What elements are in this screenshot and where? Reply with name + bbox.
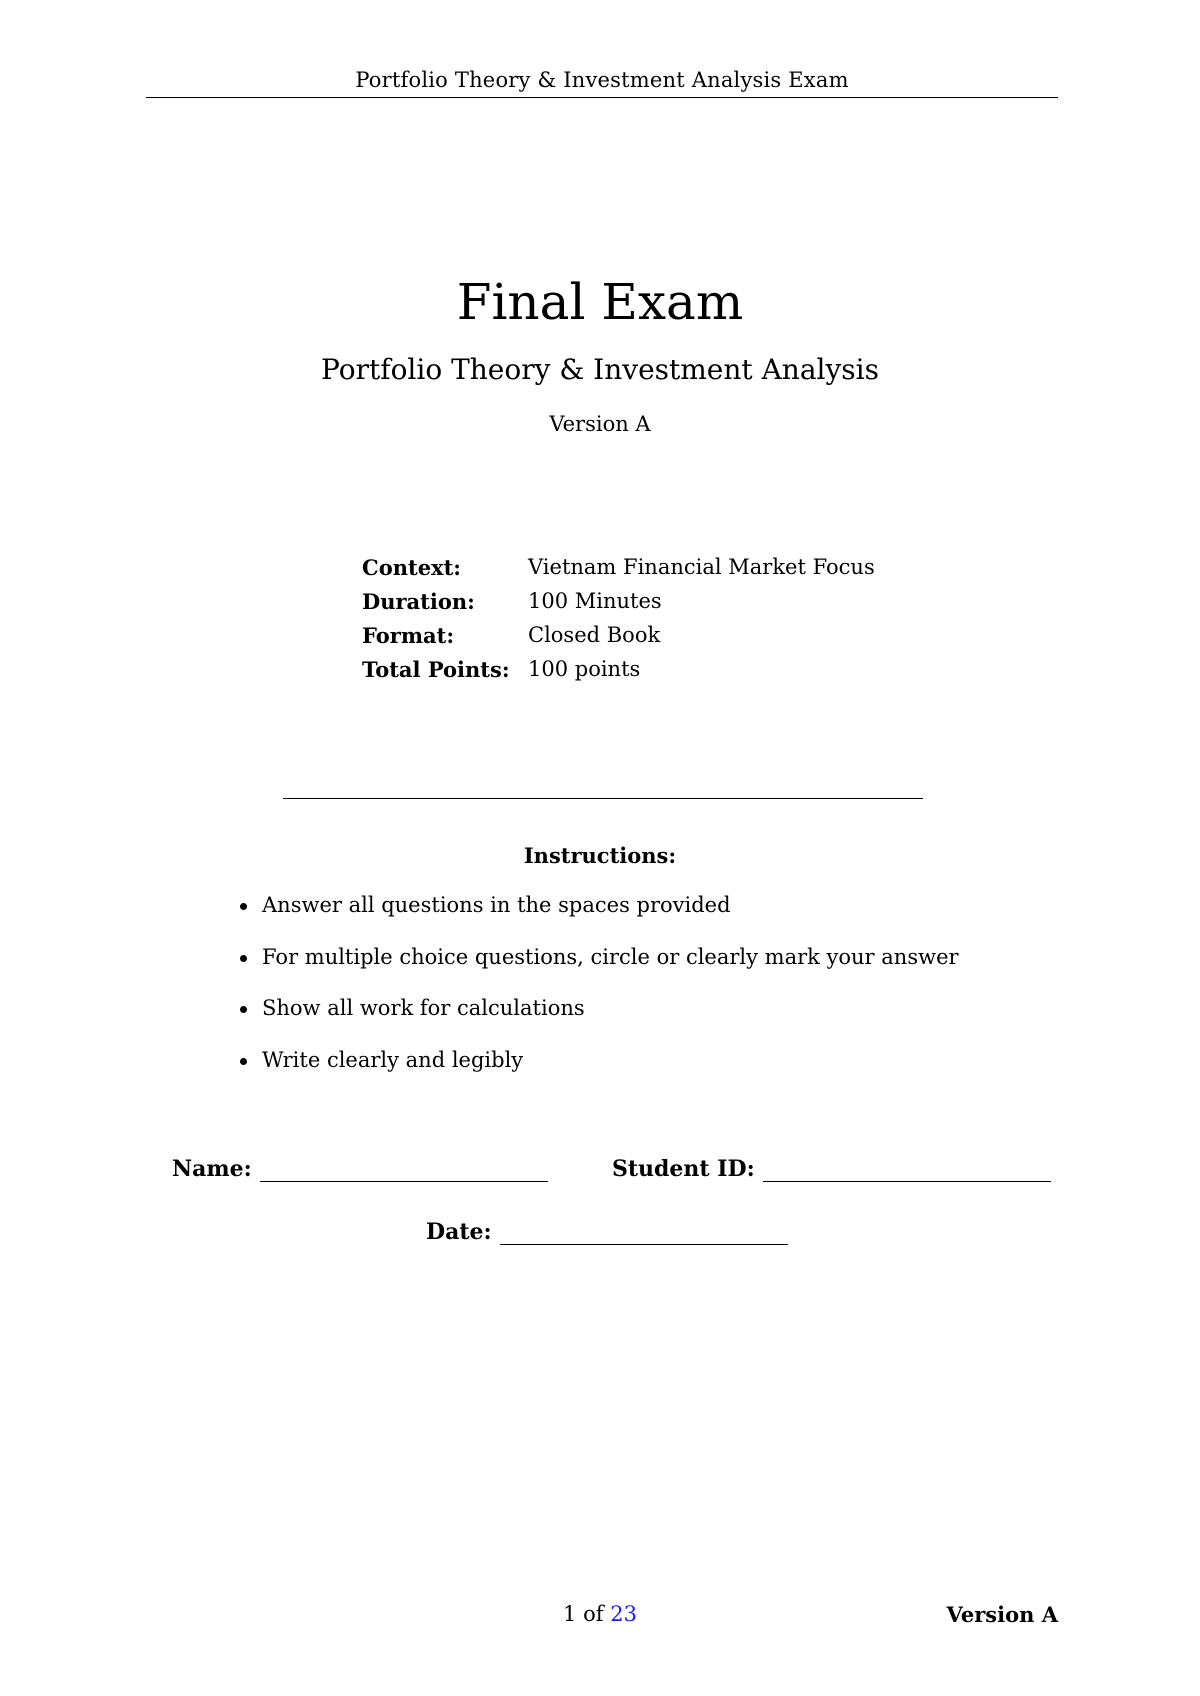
name-label: Name: (172, 1156, 252, 1182)
info-value: 100 points (528, 657, 641, 681)
instructions-heading: Instructions: (523, 843, 677, 868)
date-input-line[interactable] (500, 1222, 788, 1245)
exam-info-table (362, 550, 875, 686)
header-rule (146, 97, 1058, 98)
info-row-context (362, 550, 875, 584)
name-input-line[interactable] (260, 1159, 548, 1182)
instruction-item: Write clearly and legibly (238, 1048, 959, 1100)
student-id-field (612, 1156, 1051, 1182)
info-row-format (362, 618, 875, 652)
info-value: 100 Minutes (528, 589, 662, 613)
student-id-label: Student ID: (612, 1156, 755, 1182)
instruction-item: For multiple choice questions, circle or clearly mark your answer (238, 945, 959, 997)
section-divider (283, 798, 923, 799)
page-current: 1 (563, 1602, 577, 1626)
date-label: Date: (426, 1219, 492, 1245)
version-label: Version A (549, 412, 651, 436)
course-title: Portfolio Theory & Investment Analysis (321, 353, 879, 386)
instructions-list (238, 893, 959, 1099)
info-label: Total Points: (362, 656, 510, 682)
instruction-item: Answer all questions in the spaces provided (238, 893, 959, 945)
page-total-link[interactable]: 23 (610, 1602, 637, 1626)
info-label: Duration: (362, 588, 475, 614)
page-of: of (583, 1602, 604, 1626)
footer-version: Version A (946, 1602, 1058, 1627)
info-label: Format: (362, 622, 455, 648)
instruction-item: Show all work for calculations (238, 996, 959, 1048)
student-id-input-line[interactable] (763, 1159, 1051, 1182)
name-field (172, 1156, 548, 1182)
info-value: Closed Book (528, 623, 661, 647)
date-field (426, 1219, 788, 1245)
info-row-duration (362, 584, 875, 618)
running-header: Portfolio Theory & Investment Analysis Exam (355, 68, 849, 92)
exam-title: Final Exam (456, 273, 744, 331)
info-label: Context: (362, 554, 462, 580)
info-value: Vietnam Financial Market Focus (528, 555, 875, 579)
info-row-total-points (362, 652, 875, 686)
